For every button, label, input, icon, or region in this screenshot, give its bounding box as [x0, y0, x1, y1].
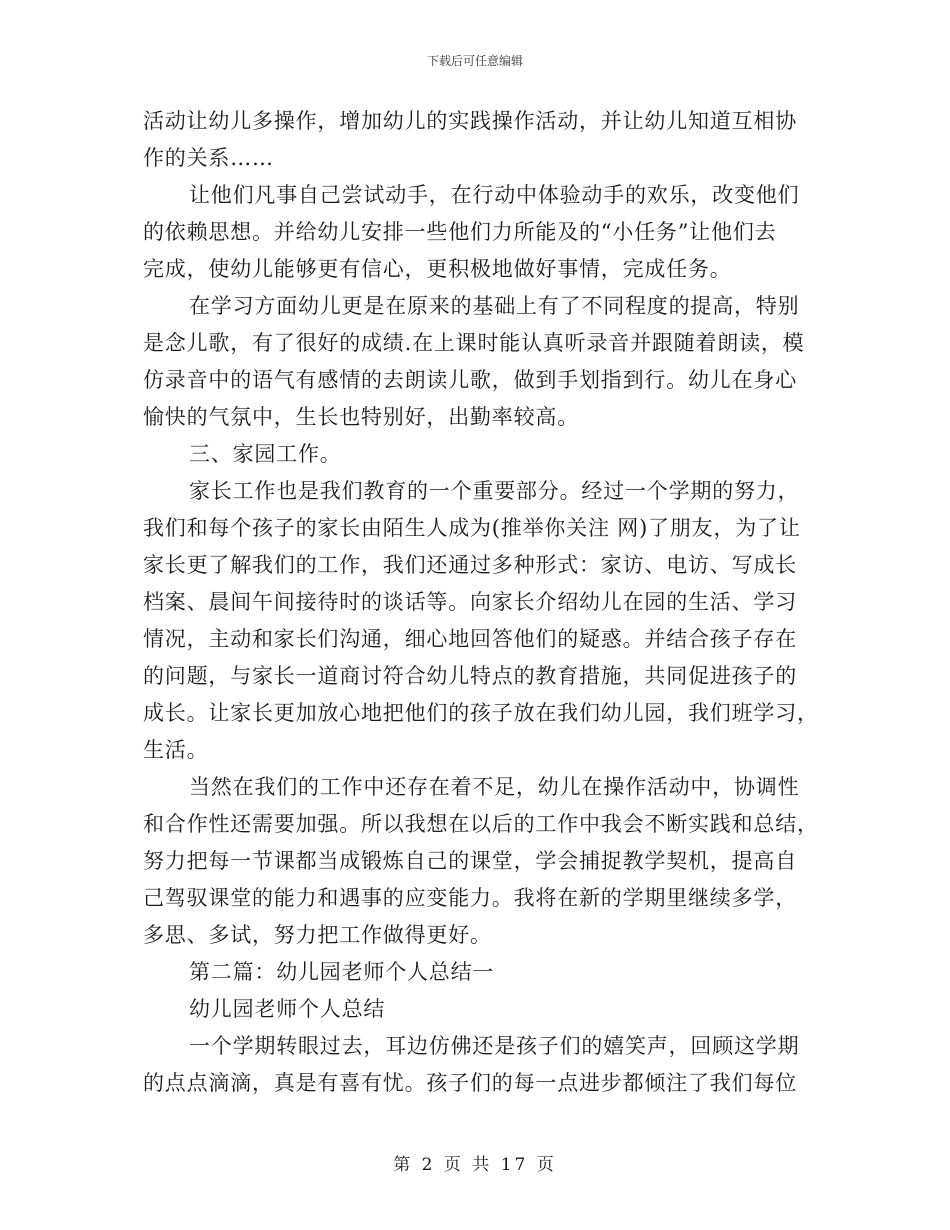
text-line: 档案、晨间午间接待时的谈话等。向家长介绍幼儿在园的生活、学习 — [143, 590, 797, 614]
text-line: 让他们凡事自己尝试动手，在行动中体验动手的欢乐，改变他们 — [189, 183, 800, 207]
text-line: 仿录音中的语气有感情的去朗读儿歌，做到手划指到行。幼儿在身心 — [143, 368, 797, 392]
text-line: 三、家园工作。 — [189, 442, 342, 466]
text-line: 多思、多试，努力把工作做得更好。 — [143, 923, 492, 947]
text-line: 一个学期转眼过去，耳边仿佛还是孩子们的嬉笑声，回顾这学期 — [189, 1034, 800, 1058]
text-line: 我们和每个孩子的家长由陌生人成为(推举你关注 网)了朋友，为了让 — [143, 516, 801, 540]
text-line: 在学习方面幼儿更是在原来的基础上有了不同程度的提高，特别 — [189, 294, 800, 318]
text-line: 愉快的气氛中，生长也特别好，出勤率较高。 — [143, 405, 579, 429]
text-line: 家长工作也是我们教育的一个重要部分。经过一个学期的努力， — [189, 479, 800, 503]
text-line: 第二篇：幼儿园老师个人总结一 — [189, 960, 495, 984]
text-line: 生活。 — [143, 738, 209, 762]
text-line: 情况，主动和家长们沟通，细心地回答他们的疑惑。并结合孩子存在 — [143, 627, 797, 651]
text-line: 的点点滴滴，真是有喜有忧。孩子们的每一点进步都倾注了我们每位 — [143, 1071, 797, 1095]
text-line: 努力把每一节课都当成锻炼自己的课堂，学会捕捉教学契机，提高自 — [143, 849, 797, 873]
text-line: 成长。让家长更加放心地把他们的孩子放在我们幼儿园，我们班学习， — [143, 701, 819, 725]
text-line: 活动让幼儿多操作，增加幼儿的实践操作活动，并让幼儿知道互相协 — [143, 109, 797, 133]
text-line: 的问题，与家长一道商讨符合幼儿特点的教育措施，共同促进孩子的 — [143, 664, 797, 688]
text-line: 幼儿园老师个人总结 — [189, 997, 386, 1021]
page-footer: 第 2 页 共 17 页 — [393, 1155, 557, 1175]
text-line: 家长更了解我们的工作，我们还通过多种形式：家访、电访、写成长 — [143, 553, 797, 577]
text-line: 己驾驭课堂的能力和遇事的应变能力。我将在新的学期里继续多学， — [143, 886, 797, 910]
text-line: 当然在我们的工作中还存在着不足，幼儿在操作活动中，协调性 — [189, 775, 800, 799]
text-line: 是念儿歌，有了很好的成绩.在上课时能认真听录音并跟随着朗读，模 — [143, 331, 805, 355]
page-header: 下载后可任意编辑 — [426, 54, 523, 68]
text-line: 的依赖思想。并给幼儿安排一些他们力所能及的“小任务”让他们去 — [143, 220, 777, 244]
text-line: 作的关系…… — [143, 146, 274, 170]
text-line: 完成，使幼儿能够更有信心，更积极地做好事情，完成任务。 — [143, 257, 732, 281]
text-line: 和合作性还需要加强。所以我想在以后的工作中我会不断实践和总结， — [143, 812, 819, 836]
document-body — [143, 103, 819, 1102]
